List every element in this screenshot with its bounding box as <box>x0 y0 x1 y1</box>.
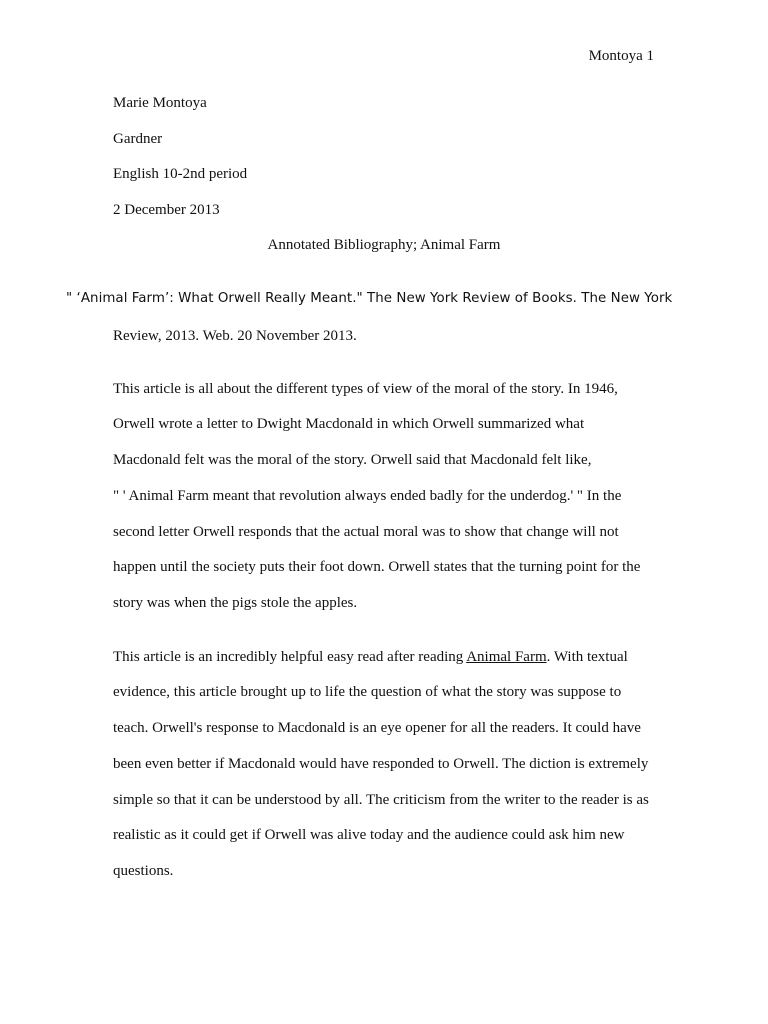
summary-line: This article is all about the different types of view of the moral of the story. In 1946, <box>113 381 618 397</box>
evaluation-text: This article is an incredibly helpful easy read after reading <box>113 649 467 665</box>
summary-line: " ' Animal Farm meant that revolution always ended badly for the underdog.' " In the <box>113 488 622 504</box>
summary-line: second letter Orwell responds that the actual moral was to show that change will not <box>113 524 619 540</box>
summary-line: happen until the society puts their foot down. Orwell states that the turning point for the <box>113 559 641 575</box>
teacher-name: Gardner <box>113 131 163 147</box>
summary-line: story was when the pigs stole the apples. <box>113 595 358 611</box>
evaluation-line: teach. Orwell's response to Macdonald is an eye opener for all the readers. It could have <box>113 720 641 736</box>
citation-line-2: Review, 2013. Web. 20 November 2013. <box>113 328 357 344</box>
evaluation-line: been even better if Macdonald would have responded to Orwell. The diction is extremely <box>113 756 649 772</box>
evaluation-line: questions. <box>113 863 174 879</box>
course-name: English 10-2nd period <box>113 166 248 182</box>
evaluation-line: simple so that it can be understood by all. The criticism from the writer to the reader is as <box>113 792 649 808</box>
evaluation-text: . With textual <box>546 649 628 665</box>
evaluation-line: evidence, this article brought up to life the question of what the story was suppose to <box>113 684 622 700</box>
citation-line-1: " ‘Animal Farm’: What Orwell Really Meant." The New York Review of Books. The New York <box>66 291 673 306</box>
evaluation-line: realistic as it could get if Orwell was alive today and the audience could ask him new <box>113 827 625 843</box>
running-head: Montoya 1 <box>588 48 654 64</box>
document-date: 2 December 2013 <box>113 202 220 218</box>
evaluation-line <box>113 648 628 666</box>
document-title: Annotated Bibliography; Animal Farm <box>267 237 501 253</box>
summary-line: Macdonald felt was the moral of the story. Orwell said that Macdonald felt like, <box>113 452 592 468</box>
student-name: Marie Montoya <box>113 95 207 111</box>
summary-line: Orwell wrote a letter to Dwight Macdonald in which Orwell summarized what <box>113 416 585 432</box>
book-title: Animal Farm <box>466 649 547 665</box>
